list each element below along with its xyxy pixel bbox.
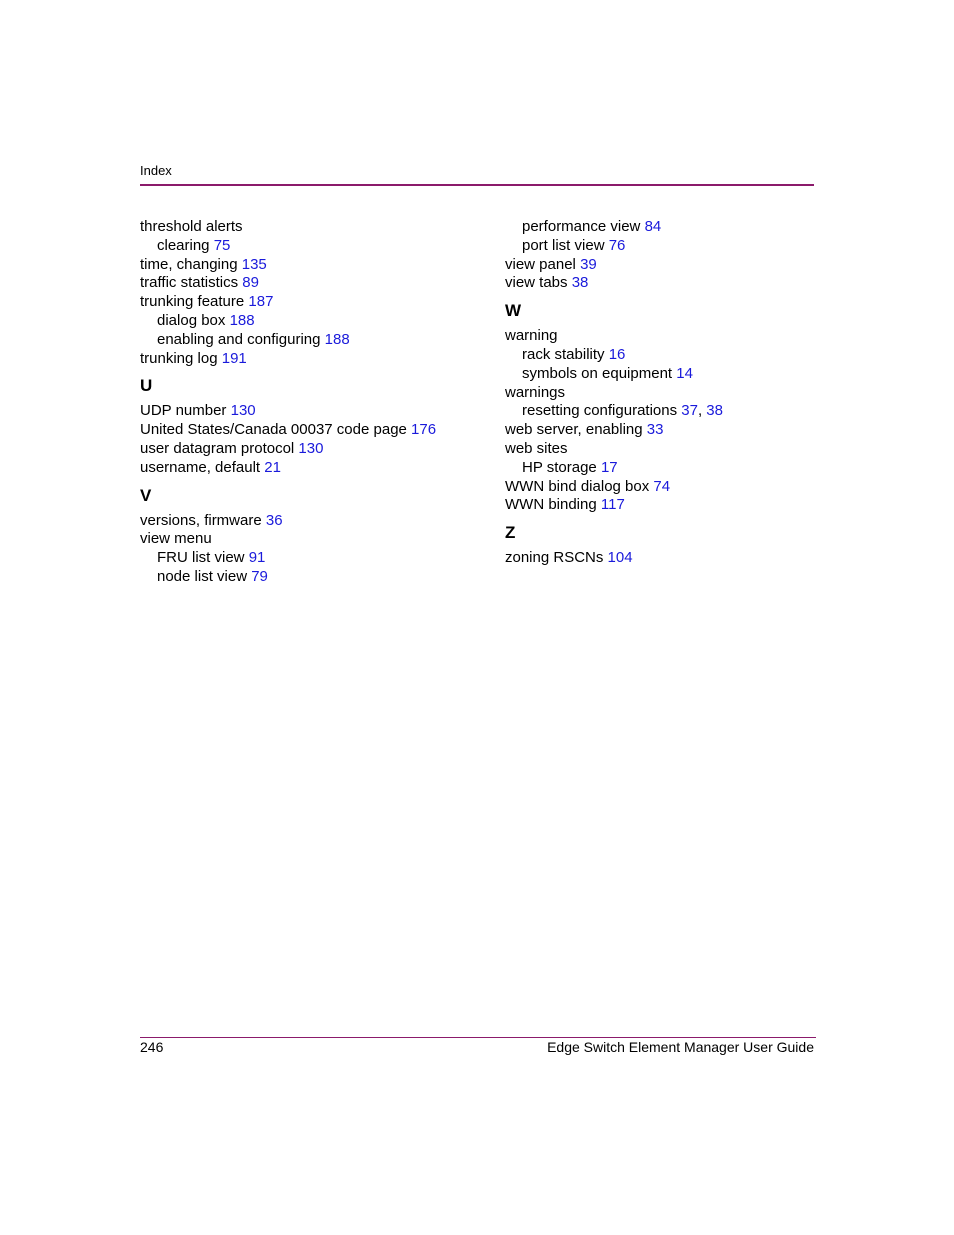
page-link[interactable]: 84 bbox=[644, 218, 662, 235]
index-term: WWN binding bbox=[505, 496, 597, 514]
index-entry bbox=[140, 293, 480, 312]
index-entry bbox=[505, 496, 845, 515]
index-term: zoning RSCNs bbox=[505, 549, 604, 567]
index-subentry bbox=[140, 549, 480, 568]
index-term: web server, enabling bbox=[505, 421, 643, 439]
index-entry bbox=[505, 384, 845, 403]
index-term: UDP number bbox=[140, 402, 227, 420]
index-entry bbox=[140, 421, 480, 440]
index-entry bbox=[140, 459, 480, 478]
index-column-right bbox=[505, 218, 845, 568]
index-subentry bbox=[140, 237, 480, 256]
index-term: resetting configurations bbox=[522, 402, 678, 420]
page-link[interactable]: 38 bbox=[571, 274, 589, 292]
index-entry bbox=[140, 274, 480, 293]
page-link[interactable]: 14 bbox=[676, 364, 693, 382]
page-link[interactable]: 176 bbox=[411, 421, 437, 439]
index-subentry: resetting configurations 37, 38 bbox=[522, 402, 723, 420]
index-subentry bbox=[505, 365, 845, 384]
page-link[interactable]: 188 bbox=[324, 330, 350, 348]
index-entry bbox=[505, 327, 845, 346]
index-entry bbox=[505, 549, 845, 568]
index-entry bbox=[140, 402, 480, 421]
index-term: trunking log bbox=[140, 349, 218, 367]
index-term: web sites bbox=[505, 439, 568, 457]
page-link[interactable]: 188 bbox=[229, 311, 255, 329]
index-term: clearing bbox=[157, 236, 210, 254]
index-term: traffic statistics bbox=[140, 274, 239, 292]
index-term: warnings bbox=[505, 383, 566, 401]
index-subentry bbox=[140, 568, 480, 587]
header-rule bbox=[140, 184, 814, 186]
index-subentry bbox=[140, 312, 480, 331]
page-link[interactable]: 135 bbox=[241, 255, 267, 273]
index-term: enabling and configuring bbox=[157, 330, 321, 348]
index-term: FRU list view bbox=[157, 549, 245, 567]
index-entry bbox=[140, 350, 480, 369]
page-link[interactable]: 37 bbox=[681, 402, 698, 420]
index-term: WWN bind dialog box bbox=[505, 477, 650, 495]
index-term: port list view bbox=[522, 236, 605, 254]
index-entry bbox=[505, 274, 845, 293]
index-term: node list view bbox=[157, 567, 248, 585]
document-title: Edge Switch Element Manager User Guide bbox=[547, 1039, 814, 1055]
page-link[interactable]: 17 bbox=[600, 458, 618, 476]
page-link[interactable]: 91 bbox=[248, 549, 266, 567]
page-link[interactable]: 104 bbox=[607, 549, 633, 567]
page-link[interactable]: 130 bbox=[298, 439, 324, 457]
index-term: user datagram protocol bbox=[140, 439, 295, 457]
index-subentry bbox=[140, 331, 480, 350]
index-entry bbox=[140, 440, 480, 459]
index-term: dialog box bbox=[157, 311, 226, 329]
page-link[interactable]: 36 bbox=[265, 511, 283, 529]
index-term: performance view bbox=[522, 218, 641, 235]
index-entry bbox=[505, 440, 845, 459]
page-link[interactable]: 33 bbox=[646, 421, 664, 439]
page-link[interactable]: 21 bbox=[264, 458, 281, 476]
section-letter: Z bbox=[505, 523, 516, 543]
index-term: view menu bbox=[140, 530, 212, 548]
index-term: HP storage bbox=[522, 458, 597, 476]
index-entry bbox=[505, 256, 845, 275]
page-link[interactable]: 191 bbox=[221, 349, 247, 367]
page-link[interactable]: 117 bbox=[600, 496, 625, 514]
page-link[interactable]: 89 bbox=[242, 274, 259, 292]
footer-rule bbox=[140, 1037, 816, 1038]
index-term: United States/Canada 00037 code page bbox=[140, 421, 407, 439]
index-subentry bbox=[505, 459, 845, 478]
index-entry bbox=[140, 530, 480, 549]
section-letter: U bbox=[140, 376, 153, 396]
section-letter: V bbox=[140, 485, 152, 505]
index-subentry bbox=[505, 346, 845, 365]
index-subentry bbox=[505, 237, 845, 256]
running-header: Index bbox=[140, 163, 172, 178]
index-entry bbox=[140, 218, 480, 237]
index-term: view tabs bbox=[505, 274, 568, 292]
index-term: warning bbox=[505, 327, 558, 345]
page-link[interactable]: 79 bbox=[251, 567, 268, 585]
section-letter: W bbox=[505, 301, 522, 321]
index-column-left bbox=[140, 218, 480, 587]
page-link[interactable]: 75 bbox=[213, 236, 231, 254]
page-link[interactable]: 187 bbox=[248, 293, 274, 311]
page-link[interactable]: 130 bbox=[230, 402, 256, 420]
index-entry bbox=[140, 256, 480, 275]
index-term: versions, firmware bbox=[140, 511, 262, 529]
page-link[interactable]: 76 bbox=[608, 236, 626, 254]
index-entry bbox=[505, 421, 845, 440]
page-link[interactable]: 38 bbox=[706, 402, 723, 420]
page-link[interactable]: 16 bbox=[608, 345, 626, 363]
index-term: view panel bbox=[505, 255, 576, 273]
index-term: username, default bbox=[140, 458, 261, 476]
page-link[interactable]: 39 bbox=[580, 255, 597, 273]
index-subentry bbox=[505, 218, 845, 237]
index-term: symbols on equipment bbox=[522, 364, 673, 382]
index-term: rack stability bbox=[522, 345, 605, 363]
index-entry bbox=[140, 512, 480, 531]
index-term: threshold alerts bbox=[140, 218, 243, 235]
page-link[interactable]: 74 bbox=[653, 477, 671, 495]
page-number: 246 bbox=[140, 1039, 164, 1055]
index-entry bbox=[505, 478, 845, 497]
index-term: trunking feature bbox=[140, 293, 245, 311]
index-term: time, changing bbox=[140, 255, 238, 273]
